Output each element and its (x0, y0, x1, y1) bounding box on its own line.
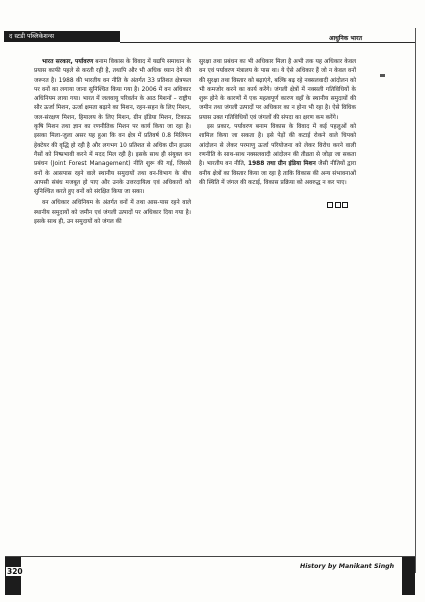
bold-policy-phrase: 1988 तथा ग्रीन इंडिया मिशन (247, 161, 316, 168)
margin-mark (380, 74, 385, 77)
left-column (34, 58, 191, 227)
footer-left-block (5, 557, 21, 595)
header-rule (120, 42, 416, 43)
end-of-section-marks (199, 202, 356, 212)
chapter-header: आधुनिक भारत (328, 35, 362, 42)
right-column (199, 58, 356, 212)
left-paragraph-1 (34, 58, 191, 197)
page-number: 320 (7, 567, 23, 576)
left-paragraph-2: वन अधिकार अधिनियम के अंतर्गत वनों में तथा आस-पास रहने वाले स्थानीय समुदायों को जमीन एवं जंगली उत्पादों पर अधिकार दिया गया है। इसके साथ ही, उन समुदायों को जंगल की (34, 200, 191, 226)
right-paragraph-2 (199, 123, 356, 188)
bold-lead-phrase: भारत सरकार, पर्यावरण (42, 59, 94, 65)
square-mark-icon (335, 202, 341, 208)
square-mark-icon (342, 202, 348, 208)
right-paragraph-1: सुरक्षा तथा प्रबंधन का भी अधिकार मिला है अभी तक यह अधिकार केवल वन एवं पर्यावरण मंत्रालय के पास था। ये ऐसे अधिकार हैं जो न केवल वनों की सुरक्षा तथा विस्तार को बढ़ाएंगे, बल्कि बढ़ रहे नक्सलवादी आंदोलन को भी कमजोर करने का कार्य करेंगे। जंगली क्षेत्रों में नक्सली गतिविधियों के शुरू होने के कारणों में एक महत्वपूर्ण कारण वहाँ के स्थानीय समुदायों की जमीन तथा जंगली उत्पादों पर अधिकार का न होना भी रहा है। ऐसे विधिक प्रयास उक्त गतिविधियों एवं जंगलों की संपदा का क्षरण कम करेंगे। (199, 59, 356, 121)
footer-credit: History by Manikant Singh (300, 563, 395, 570)
footer-rule (5, 556, 415, 557)
right-paragraph-2-text-b: जैसी नीतियों द्वारा वनीय क्षेत्रों का विस्तार किया जा रहा है ताकि विकास की अन्य संभावनाओं की स्थिति में जंगल की कटाई, विकास प्रक्रिया को अवरुद्ध न कर पाए। (199, 161, 357, 186)
footer-right-block (402, 557, 415, 595)
publisher-header: द स्टडी पब्लिकेशन्स (4, 31, 120, 42)
right-margin-rule (415, 28, 416, 573)
square-mark-icon (327, 202, 333, 208)
left-paragraph-1-text: बनाम विकास के विवाद में यद्यपि समाधान के प्रयास काफी पहले से करती रही है, तथापि और भी अधिक ध्यान देने की जरूरत है। 1988 की भारतीय वन नीति के अंतर्गत 33 प्रतिशत क्षेत्रफल पर वनों का लगाया जाना सुनिश्चित किया गया है। 2006 में वन अधिकार अधिनियम लाया गया। भारत में जलवायु परिवर्तन के आठ मिशनों – राष्ट्रीय सौर ऊर्जा मिशन, ऊर्जा क्षमता बढ़ाने का मिशन, रहन-सहन के लिए मिशन, जल-संरक्षण मिशन, हिमालय के लिए मिशन, ग्रीन इंडिया मिशन, टिकाऊ कृषि मिशन तथा ज्ञान का रणनीतिक मिशन पर कार्य किया जा रहा है। इसका मिला-जुला असर यह हुआ कि वन क्षेत्र में प्रतिवर्ष 0.8 मिलियन हेक्टेयर की वृद्धि हो रही है और लगभग 10 प्रतिशत से अधिक ग्रीन हाउस गैसों को निष्प्रभावी करने में मदद मिल रही है। इसके साथ ही संयुक्त वन प्रबंधन (Joint Forest Management) नीति शुरू की गई, जिससे वनों के आसपास रहने वाले स्थानीय समुदायों तथा वन-विभाग के बीच आपसी संबंध मजबूत हो पाए और उनके उत्तरदायित्व एवं अधिकारों को सुनिश्चित करते हुए वनों को संरक्षित किया जा सका। (34, 59, 191, 196)
right-paragraph-2-text-a: इस प्रकार, पर्यावरण बनाम विकास के विवाद में कई पहलुओं को शामिल किया जा सकता है। इसे पेड़ों की कटाई रोकने वाले चिपको आंदोलन से लेकर परमाणु ऊर्जा परियोजना को लेकर विरोध करने वाली रणनीति के साथ-साथ नक्सलवादी आंदोलन की तीव्रता से जोड़ा जा सकता है। भारतीय वन नीति, (199, 124, 356, 168)
